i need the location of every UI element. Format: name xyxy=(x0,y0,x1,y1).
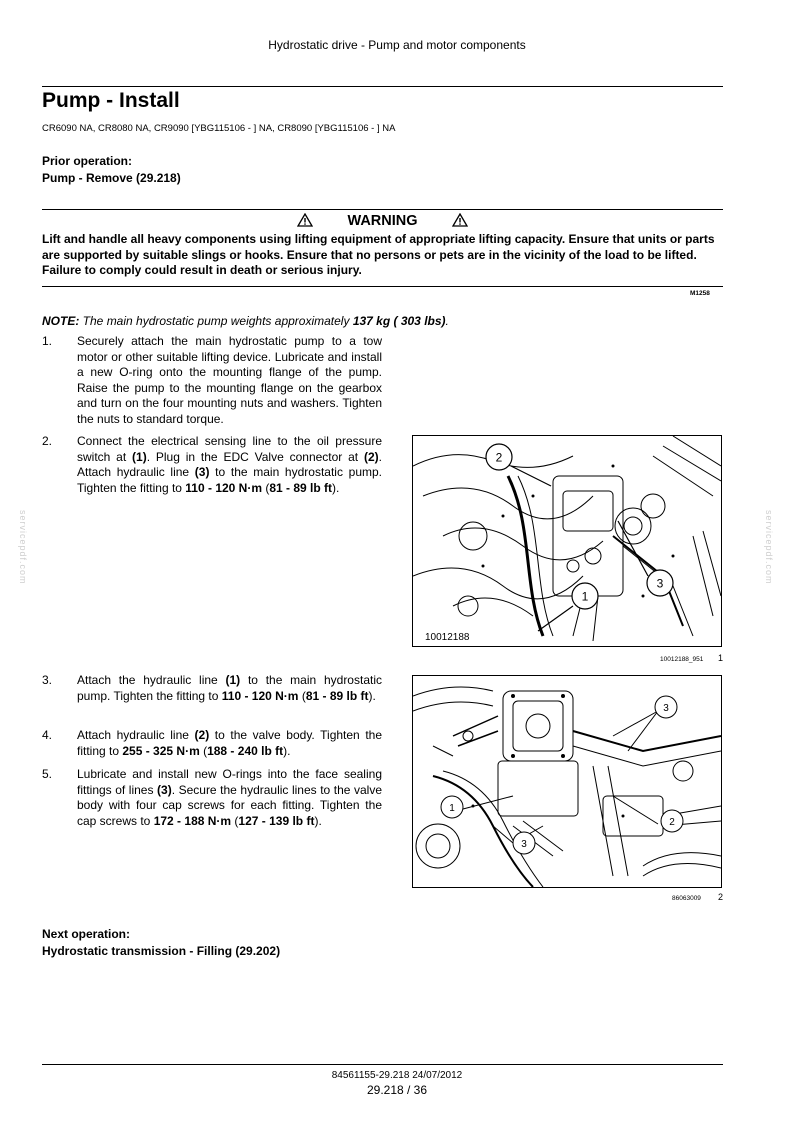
figure-2-image xyxy=(412,675,722,888)
note-weight: 137 kg ( 303 lbs) xyxy=(352,314,446,328)
page-number: 29.218 / 36 xyxy=(366,1083,428,1097)
step-number: 3. xyxy=(42,673,53,687)
watermark-right: servicepdf.com xyxy=(764,510,774,585)
step-3 xyxy=(42,673,382,723)
warning-text: Lift and handle all heavy components using lifting equipment of appropriate lifting capacity. Ensure that units or parts are supported by suitable slings or hooks. Ensure that no persons or pets are in the vicinity of the load to be lifted. Failure to comply could result in death or serious injury. xyxy=(42,232,715,277)
callout-1 xyxy=(441,796,463,818)
next-operation-link[interactable]: Hydrostatic transmission - Filling (29.202) xyxy=(42,944,281,958)
header-rule xyxy=(42,86,723,87)
warning-triangle-icon xyxy=(452,213,468,227)
svg-text:2: 2 xyxy=(669,817,675,828)
model-applicability: CR6090 NA, CR8080 NA, CR9090 [YBG115106 - ] NA, CR8090 [YBG115106 - ] NA xyxy=(42,123,396,134)
warning-bottom-rule xyxy=(42,286,723,287)
warning-top-rule xyxy=(42,209,723,210)
step-number: 4. xyxy=(42,728,53,742)
callout-3 xyxy=(647,570,673,596)
step-text: Securely attach the main hydrostatic pump to a tow motor or other suitable lifting device. Lubricate and install a new O-ring onto the mounting flange of the pump. Raise the pump to the mounting flange on the gearbox and turn on the four mounting nuts and washers. Tighten the nuts to standard torque. xyxy=(77,334,382,426)
step-number: 2. xyxy=(42,434,53,448)
step-2 xyxy=(42,434,382,514)
svg-text:2: 2 xyxy=(495,450,503,465)
step-text: Attach hydraulic line (2) to the valve body. Tighten the fitting to 255 - 325 N·m (188 - 240 lb ft). xyxy=(77,728,383,758)
step-text: Attach the hydraulic line (1) to the main hydrostatic pump. Tighten the fitting to 110 - 120 N·m (81 - 89 lb ft). xyxy=(77,673,382,703)
callout-2 xyxy=(486,444,512,470)
figure-2-caption: 86063009 xyxy=(672,895,701,902)
next-operation xyxy=(42,926,280,960)
document-id: 84561155-29.218 24/07/2012 xyxy=(331,1070,463,1081)
step-number: 1. xyxy=(42,334,53,348)
weight-note xyxy=(42,314,449,328)
svg-text:3: 3 xyxy=(656,576,664,591)
page-title: Pump - Install xyxy=(42,89,180,112)
figure-1-caption: 10012188_951 xyxy=(660,656,704,663)
watermark-left: servicepdf.com xyxy=(18,510,28,585)
note-label: NOTE: xyxy=(42,314,80,328)
step-text: Connect the electrical sensing line to the oil pressure switch at (1). Plug in the EDC Valve connector at (2). Attach hydraulic line (3) to the main hydrostatic pump. Tighten the fitting to 110 - 120 N·m (81 - 89 lb ft). xyxy=(77,434,382,495)
running-header: Hydrostatic drive - Pump and motor components xyxy=(268,38,526,52)
svg-text:1: 1 xyxy=(581,589,589,604)
step-4 xyxy=(42,728,382,763)
callout-1 xyxy=(572,583,598,609)
figure-2-number: 2 xyxy=(718,892,724,902)
figure-1-number: 1 xyxy=(718,653,724,663)
note-text: The main hydrostatic pump weights approximately xyxy=(79,314,353,328)
step-number: 5. xyxy=(42,767,53,781)
pump-sensor-illustration xyxy=(413,436,721,646)
warning-heading xyxy=(42,213,723,229)
warning-code: M1258 xyxy=(690,290,710,297)
prior-operation-label: Prior operation: xyxy=(42,154,133,168)
footer-rule xyxy=(42,1064,723,1065)
step-text: Lubricate and install new O-rings into the face sealing fittings of lines (3). Secure the hydraulic lines to the valve body with four cap screws for each fitting. Tighten the cap screws to 172 - 188 N·m (127 - 139 lb ft). xyxy=(77,767,383,828)
callout-3 xyxy=(655,696,677,718)
note-text-end: . xyxy=(445,314,449,328)
svg-text:3: 3 xyxy=(663,703,669,714)
step-5 xyxy=(42,767,382,847)
warning-label: WARNING xyxy=(347,213,418,229)
svg-text:1: 1 xyxy=(449,803,455,814)
step-1 xyxy=(42,334,382,424)
callout-2 xyxy=(661,810,683,832)
figure-1-inner-label: 10012188 xyxy=(425,632,470,643)
figure-1-image xyxy=(412,435,722,647)
prior-operation-link[interactable]: Pump - Remove (29.218) xyxy=(42,171,181,185)
next-operation-label: Next operation: xyxy=(42,927,131,941)
pump-lines-illustration xyxy=(413,676,721,887)
callout-3b xyxy=(513,832,535,854)
svg-text:3: 3 xyxy=(521,839,527,850)
prior-operation xyxy=(42,153,181,187)
warning-triangle-icon xyxy=(297,213,313,227)
